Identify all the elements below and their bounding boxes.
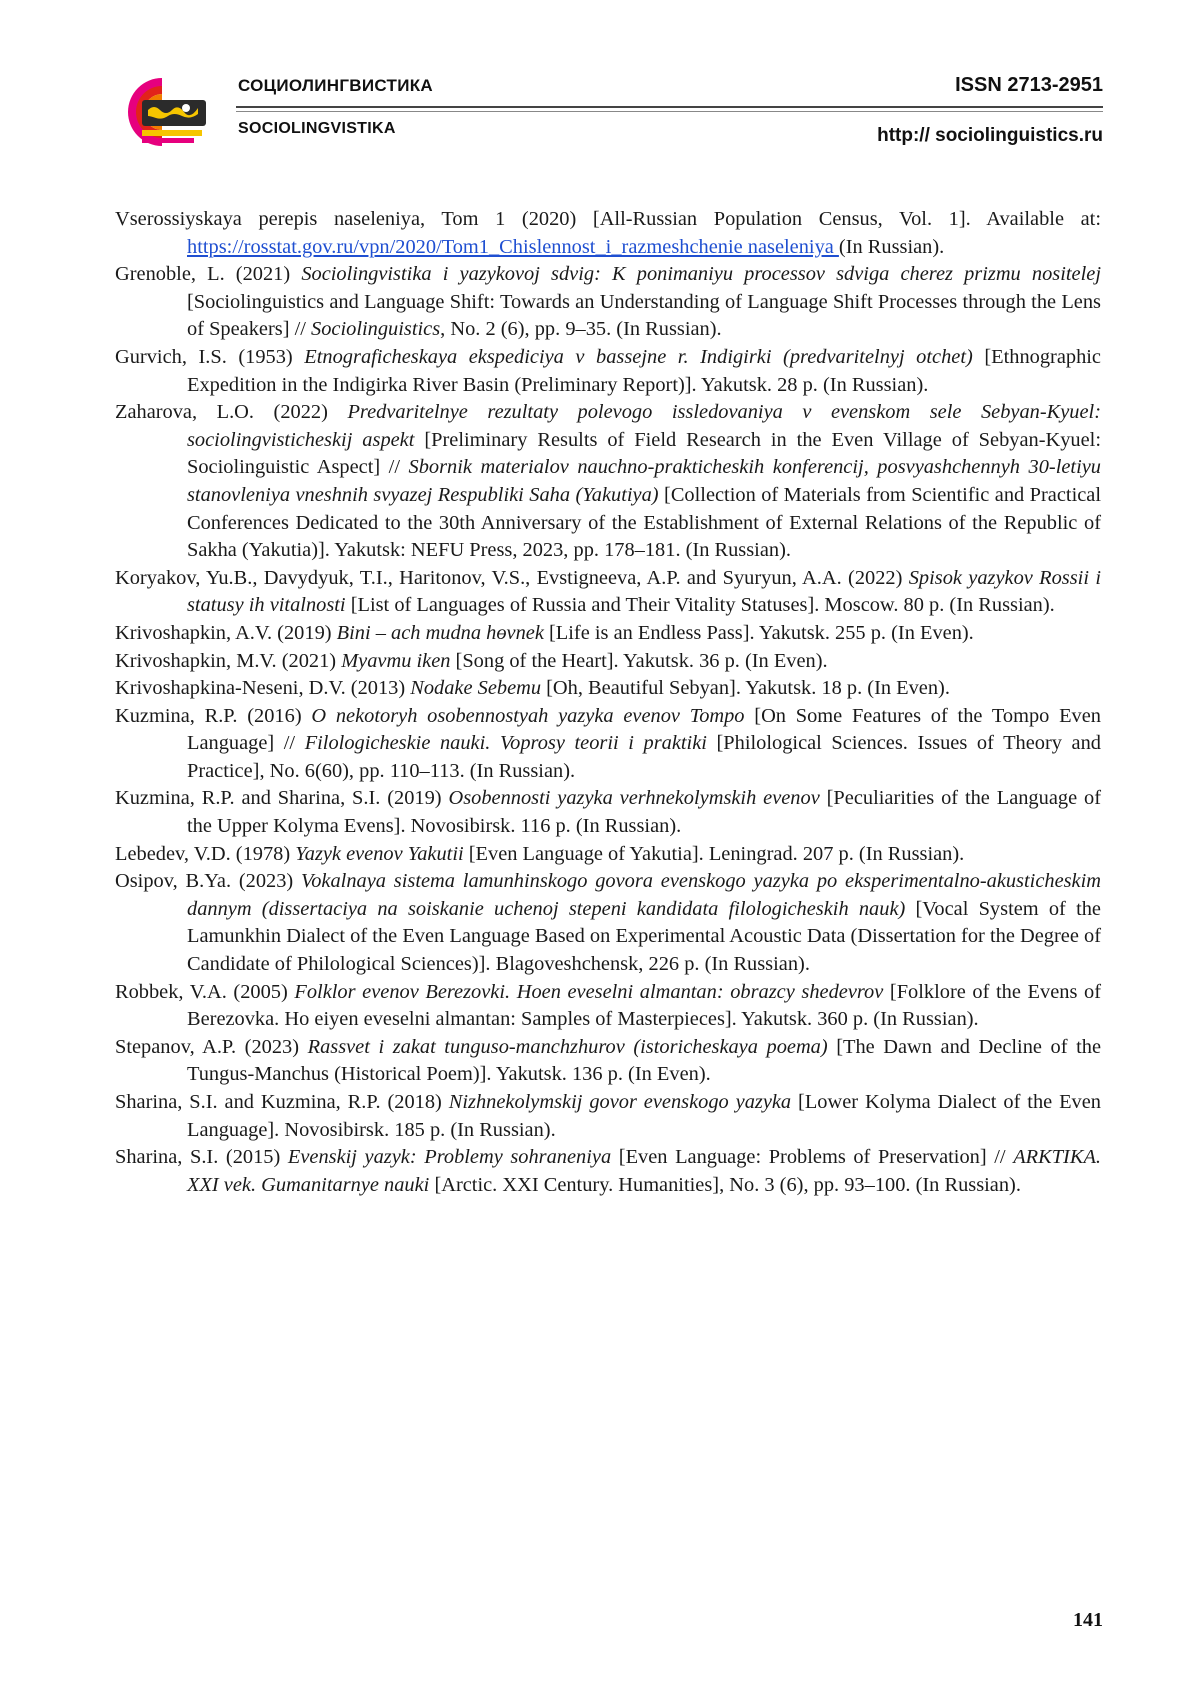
reference-details: [Folklore of the Evens of Berezovka. Ho eiyen eveselni almantan: Samples of Masterpieces]. Yakutsk. 360 p. (In Russian).: [187, 980, 1101, 1031]
header-divider: [236, 106, 1103, 108]
reference-tail: , No. 2 (6), pp. 9–35. (In Russian).: [440, 318, 722, 341]
reference-details: [Oh, Beautiful Sebyan]. Yakutsk. 18 p. (In Even).: [541, 677, 950, 700]
reference-title: Sociolingvistika i yazykovoj sdvig: K ponimaniyu processov sdviga cherez prizmu nositelej: [301, 263, 1101, 286]
reference-details: [Even Language: Problems of Preservation] //: [611, 1146, 1014, 1169]
reference-entry: [115, 1144, 1101, 1199]
reference-entry: [115, 620, 1101, 648]
reference-author: Koryakov, Yu.B., Davydyuk, T.I., Haritonov, V.S., Evstigneeva, A.P. and Syuryun, A.A. (2022): [115, 566, 909, 589]
reference-author: Lebedev, V.D. (1978): [115, 842, 296, 865]
reference-author: Grenoble, L. (2021): [115, 263, 302, 286]
reference-title: Rassvet i zakat tunguso-manchzhurov (istoricheskaya poema): [307, 1035, 828, 1058]
journal-logo-icon: [112, 74, 212, 150]
reference-details: [The Dawn and Decline of the Tungus-Manchus (Historical Poem)]. Yakutsk. 136 p. (In Even).: [187, 1035, 1101, 1086]
reference-author: Krivoshapkin, A.V. (2019): [115, 621, 337, 644]
reference-entry: [115, 841, 1101, 869]
reference-entry: [115, 979, 1101, 1034]
reference-title: Folklor evenov Berezovki. Hoen eveselni almantan: obrazcy shedevrov: [294, 980, 884, 1003]
reference-entry: [115, 703, 1101, 786]
journal-title-ru: СОЦИОЛИНГВИСТИКА: [238, 76, 433, 95]
reference-title: Bini – ach mudna hɵvnek: [336, 621, 544, 644]
reference-tail: [Collection of Materials from Scientific and Practical Conferences Dedicated to the 30th Anniversary of the Establishment of External Relations of the Republic of Sakha (Yakutia)]. Yakutsk: NEFU Press, 2023, pp. 178–181. (In Russian).: [187, 483, 1101, 562]
journal-website[interactable]: http:// sociolinguistics.ru: [877, 125, 1103, 146]
reference-details: [Life is an Endless Pass]. Yakutsk. 255 p. (In Even).: [543, 621, 974, 644]
reference-entry: [115, 675, 1101, 703]
journal-title-en: SOCIOLINGVISTIKA: [238, 120, 396, 137]
reference-entry: [115, 868, 1101, 978]
reference-entry: [115, 1034, 1101, 1089]
reference-author: Kuzmina, R.P. (2016): [115, 704, 312, 727]
reference-details: [Song of the Heart]. Yakutsk. 36 p. (In Even).: [450, 649, 828, 672]
reference-source-title: Filologicheskie nauki. Voprosy teorii i praktiki: [304, 732, 707, 755]
reference-author: Krivoshapkin, M.V. (2021): [115, 649, 342, 672]
reference-source-title: Sbornik materialov nauchno-prakticheskih konferencij, posvyashchennyh 30-letiyu stanovleniya vneshnih svyazej Respubliki Saha (Yakutiya): [187, 456, 1101, 506]
reference-author: Sharina, S.I. and Kuzmina, R.P. (2018): [115, 1091, 449, 1113]
reference-details: [All-Russian Population Census, Vol. 1]. Available at:: [592, 208, 1101, 230]
reference-title: Vokalnaya sistema lamunhinskogo govora evenskogo yazyka po eksperimentalno-akusticheskim dannym (dissertaciya na soiskanie uchenoj stepeni kandidata filologicheskih nauk): [187, 870, 1101, 920]
reference-author: Robbek, V.A. (2005): [115, 980, 295, 1003]
reference-title: Predvaritelnye rezultaty polevogo issledovaniya v evenskom sele Sebyan-Kyuel: sociolingvisticheskij aspekt: [187, 401, 1101, 451]
reference-author: Sharina, S.I. (2015): [115, 1146, 288, 1169]
header-divider-thin: [236, 111, 1103, 112]
page-number: 141: [1073, 1609, 1103, 1631]
reference-details: [Peculiarities of the Language of the Upper Kolyma Evens]. Novosibirsk. 116 p. (In Russian).: [187, 787, 1101, 838]
reference-entry: [115, 399, 1101, 565]
reference-author: Gurvich, I.S. (1953): [115, 345, 305, 368]
reference-title: Nodake Sebemu: [410, 677, 542, 700]
reference-details: [Preliminary Results of Field Research in the Even Village of Sebyan-Kyuel: Sociolinguistic Aspect] //: [187, 428, 1101, 479]
reference-author: Stepanov, A.P. (2023): [115, 1035, 308, 1058]
reference-source-title: Sociolinguistics: [311, 318, 441, 341]
reference-entry: [115, 344, 1101, 399]
reference-entry: [115, 1089, 1101, 1144]
reference-details: [Sociolinguistics and Language Shift: Towards an Understanding of Language Shift Processes through the Lens of Speakers] //: [187, 290, 1101, 341]
reference-entry: [115, 206, 1101, 261]
reference-details: [Ethnographic Expedition in the Indigirka River Basin (Preliminary Report)]. Yakutsk. 28 p. (In Russian).: [187, 345, 1101, 396]
reference-link[interactable]: https://rosstat.gov.ru/vpn/2020/Tom1_Chislennost_i_razmeshchenie naseleniya: [187, 235, 839, 258]
reference-title: Myavmu iken: [341, 649, 451, 672]
reference-details: [Even Language of Yakutia]. Leningrad. 207 p. (In Russian).: [463, 842, 965, 865]
reference-author: Vserossiyskaya perepis naseleniya, Tom 1 (2020): [115, 208, 593, 230]
issn-label: ISSN 2713-2951: [955, 74, 1103, 96]
page-header: [0, 0, 1200, 160]
reference-entry: [115, 261, 1101, 344]
reference-tail: [Philological Sciences. Issues of Theory and Practice], No. 6(60), pp. 110–113. (In Russian).: [187, 732, 1101, 782]
reference-details: [List of Languages of Russia and Their Vitality Statuses]. Moscow. 80 p. (In Russian).: [345, 594, 1055, 617]
reference-title: Spisok yazykov Rossii i statusy ih vitalnosti: [187, 566, 1102, 617]
reference-title: Evenskij yazyk: Problemy sohraneniya: [287, 1146, 612, 1169]
reference-tail: [Arctic. XXI Century. Humanities], No. 3 (6), pp. 93–100. (In Russian).: [429, 1173, 1021, 1196]
reference-author: Osipov, B.Ya. (2023): [115, 870, 302, 893]
reference-details: [Lower Kolyma Dialect of the Even Language]. Novosibirsk. 185 p. (In Russian).: [187, 1091, 1101, 1141]
reference-list: [115, 206, 1101, 1199]
reference-source-title: ARKTIKA. XXI vek. Gumanitarnye nauki: [187, 1146, 1101, 1196]
reference-title: Yazyk evenov Yakutii: [295, 842, 464, 865]
reference-entry: [115, 565, 1101, 620]
reference-entry: [115, 785, 1101, 840]
reference-entry: [115, 648, 1101, 676]
reference-title: Etnograficheskaya ekspediciya v bassejne r. Indigirki (predvaritelnyj otchet): [304, 345, 973, 368]
reference-details: [Vocal System of the Lamunkhin Dialect of the Even Language Based on Experimental Acoustic Data (Dissertation for the Degree of Candidate of Philological Sciences)]. Blagoveshchensk, 226 p. (In Russian).: [187, 897, 1101, 976]
reference-tail: (In Russian).: [838, 235, 945, 258]
reference-author: Kuzmina, R.P. and Sharina, S.I. (2019): [115, 787, 449, 810]
reference-title: O nekotoryh osobennostyah yazyka evenov Tompo: [311, 704, 745, 727]
reference-title: Osobennosti yazyka verhnekolymskih evenov: [448, 787, 820, 810]
reference-author: Zaharova, L.O. (2022): [115, 401, 348, 424]
reference-details: [On Some Features of the Tompo Even Language] //: [187, 704, 1102, 755]
reference-author: Krivoshapkina-Neseni, D.V. (2013): [115, 677, 411, 700]
reference-title: Nizhnekolymskij govor evenskogo yazyka: [448, 1091, 792, 1113]
